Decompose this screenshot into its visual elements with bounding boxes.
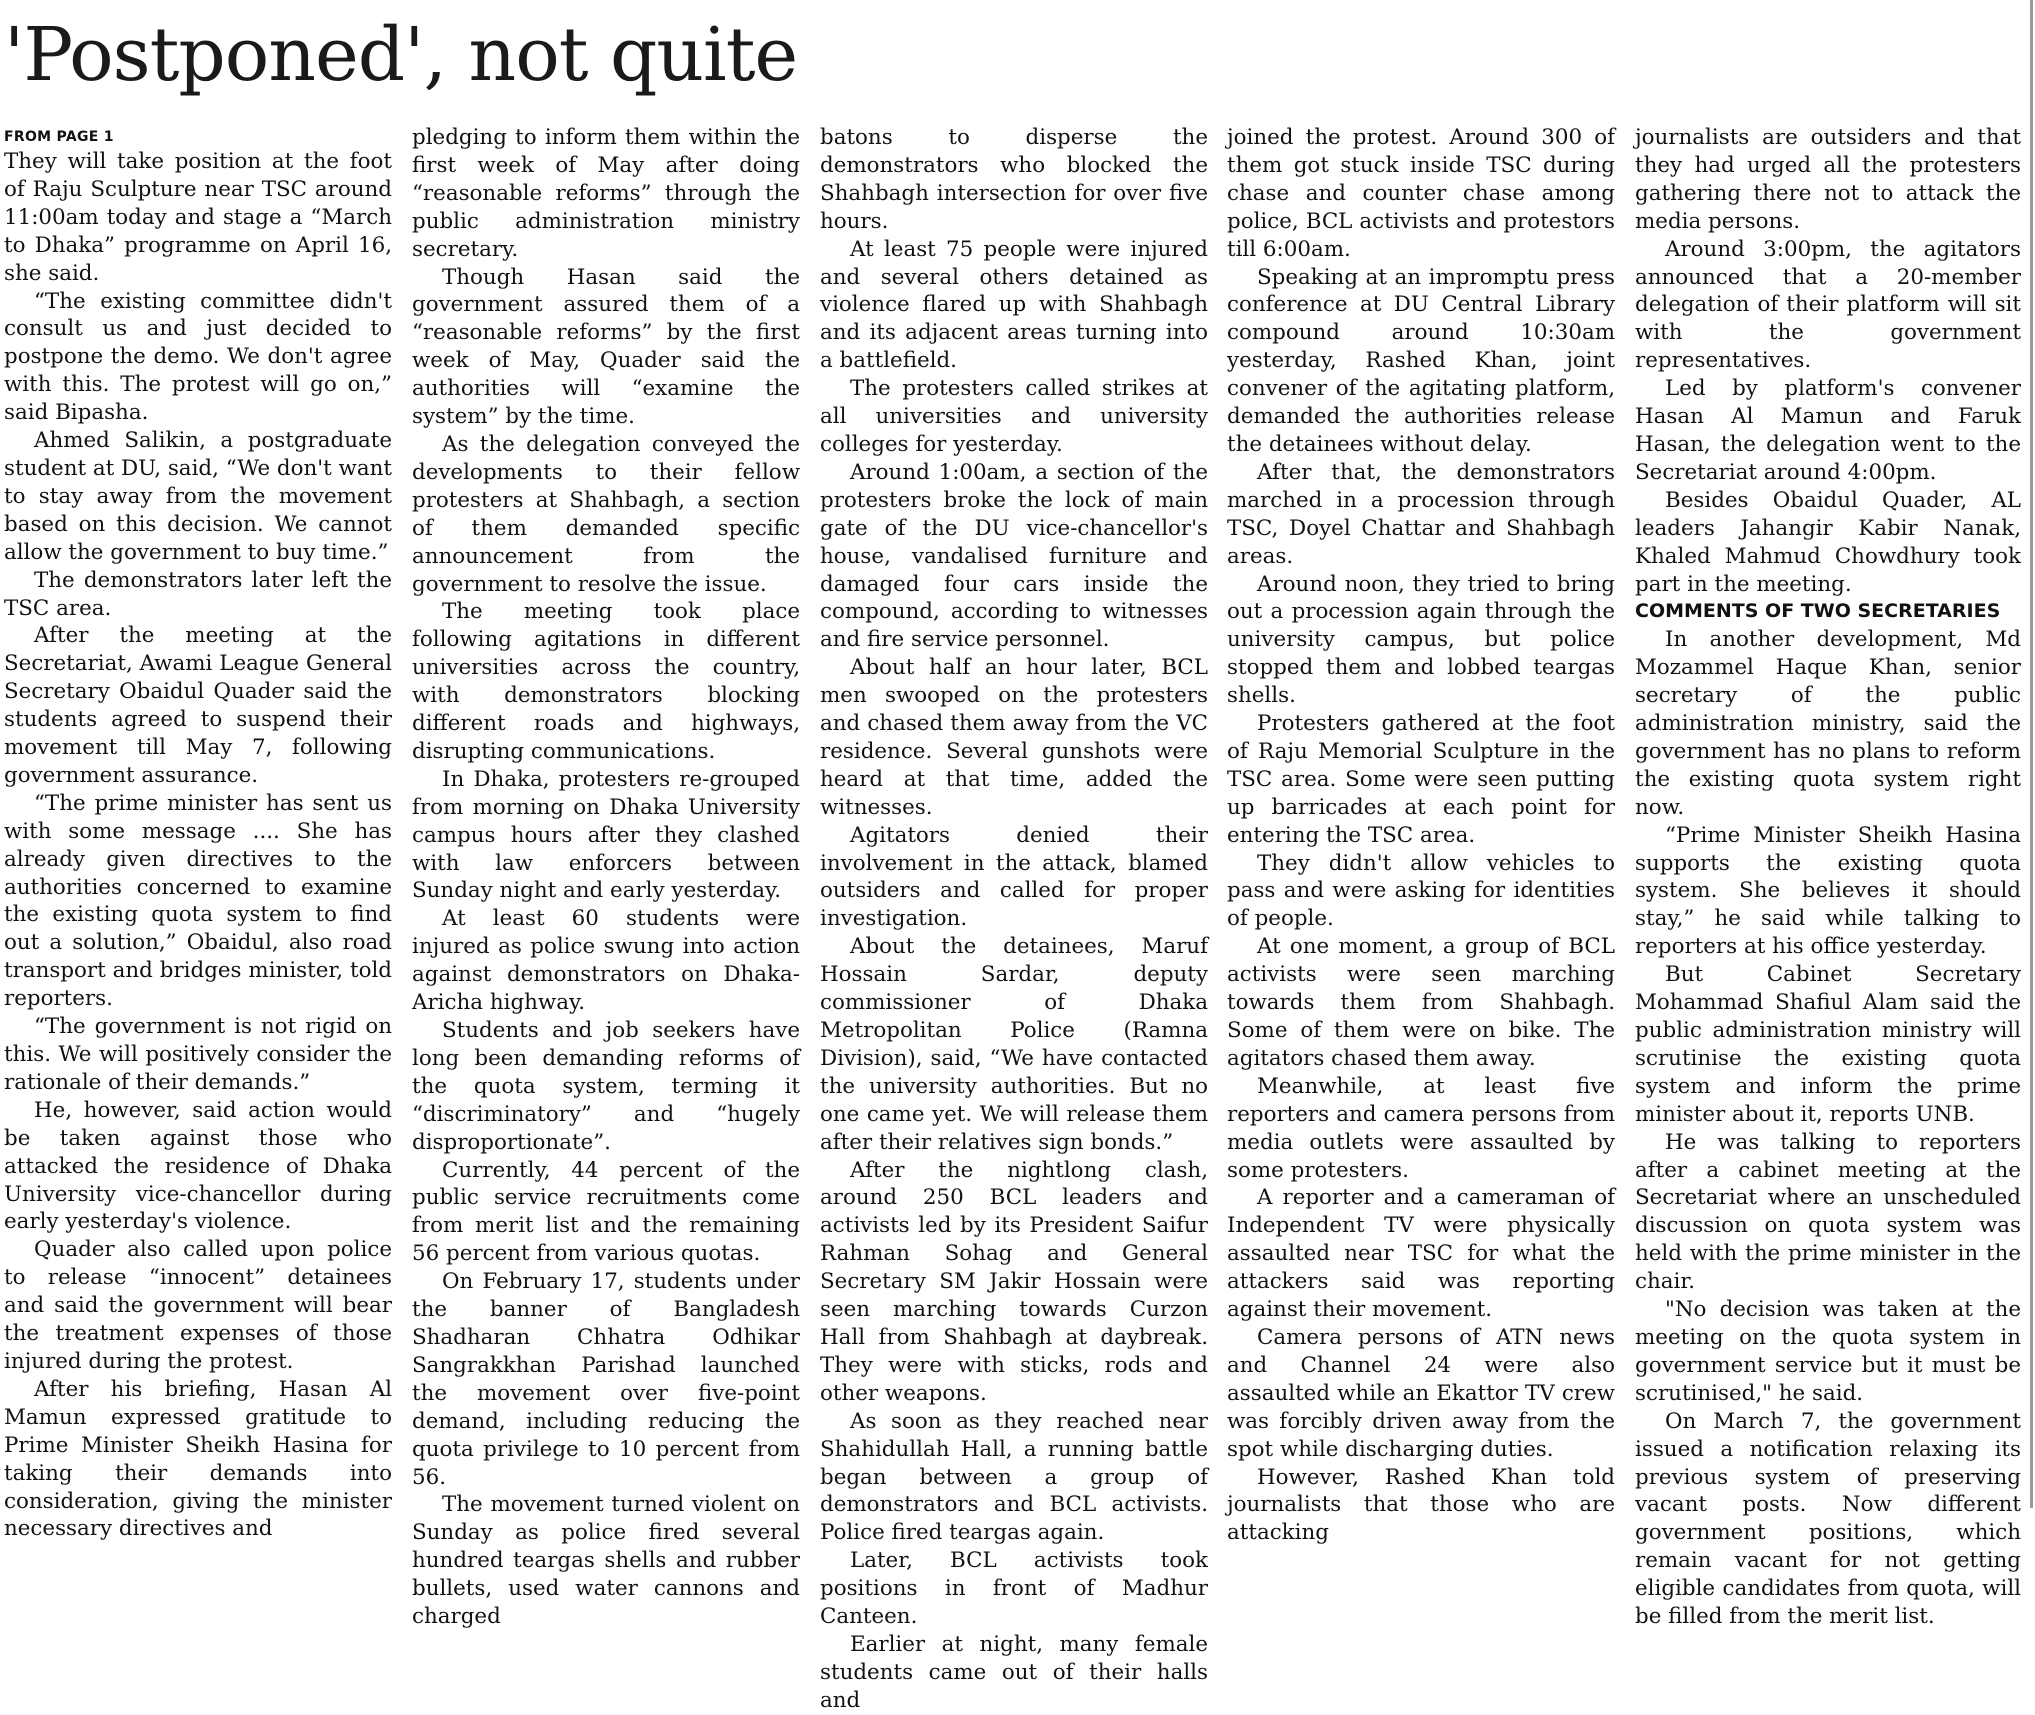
paragraph: After the nightlong clash, around 250 BCL leaders and activists led by its President Saifur Rahman Sohag and General Secretary SM Jakir Hossain were seen marching towards Curzon Hall from Shahbagh at daybreak. They were with sticks, rods and other weapons. [820,1157,1208,1406]
column-1 [4,126,392,1542]
paragraph: Protesters gathered at the foot of Raju Memorial Sculpture in the TSC area. Some were seen putting up barricades at each point for entering the TSC area. [1227,711,1615,848]
paragraph: “The existing committee didn't consult us and just decided to postpone the demo. We don't agree with this. The protest will go on,” said Bipasha. [4,288,392,426]
paragraph: “Prime Minister Sheikh Hasina supports the existing quota system. She believes it should stay,” he said while talking to reporters at his office yesterday. [1635,822,2021,960]
paragraph: Quader also called upon police to release “innocent” detainees and said the government will bear the treatment expenses of those injured during the protest. [4,1237,392,1374]
paragraph: He, however, said action would be taken against those who attacked the residence of Dhaka University vice-chancellor during early yesterday's violence. [4,1097,392,1235]
paragraph: After the meeting at the Secretariat, Awami League General Secretary Obaidul Quader said the students agreed to suspend their movement till May 7, following government assurance. [4,623,392,788]
paragraph: In another development, Md Mozammel Haque Khan, senior secretary of the public administration ministry, said the government has no plans to reform the existing quota system right now. [1635,627,2021,820]
paragraph: On March 7, the government issued a notification relaxing its previous system of preserving vacant posts. Now different government positions, which remain vacant for not getting eligible candidates from quota, will be filled from the merit list. [1635,1408,2021,1630]
paragraph: Around 1:00am, a section of the protesters broke the lock of main gate of the DU vice-chancellor's house, vandalised furniture and damaged four cars inside the compound, according to witnesses and fire service personnel. [820,459,1208,653]
column-5 [1635,124,2021,1630]
paragraph: About the detainees, Maruf Hossain Sardar, deputy commissioner of Dhaka Metropolitan Police (Ramna Division), said, “We have contacted the university authorities. But no one came yet. We will release them after their relatives sign bonds.” [820,934,1208,1155]
subhead: COMMENTS OF TWO SECRETARIES [1635,600,2001,623]
article-body [4,124,2021,1713]
paragraph: batons to disperse the demonstrators who blocked the Shahbagh intersection for over five hours. [820,125,1208,234]
paragraph: Around noon, they tried to bring out a procession again through the university campus, but police stopped them and lobbed teargas shells. [1227,571,1615,709]
paragraph: The protesters called strikes at all universities and university colleges for yesterday. [820,376,1208,457]
paragraph: At least 60 students were injured as police swung into action against demonstrators on Dhaka-Aricha highway. [412,906,800,1016]
paragraph: Later, BCL activists took positions in front of Madhur Canteen. [820,1548,1208,1630]
paragraph: pledging to inform them within the first week of May after doing “reasonable reforms” through the public administration ministry secretary. [412,125,800,262]
kicker: FROM PAGE 1 [4,129,114,145]
paragraph: Students and job seekers have long been demanding reforms of the quota system, terming it “discriminatory” and “hugely disproportionate”. [412,1018,800,1155]
paragraph: At one moment, a group of BCL activists were seen marching towards them from Shahbagh. Some of them were on bike. The agitators chased them away. [1227,934,1615,1071]
paragraph: They didn't allow vehicles to pass and were asking for identities of people. [1227,850,1615,932]
paragraph: The movement turned violent on Sunday as police fired several hundred teargas shells and rubber bullets, used water cannons and charged [412,1492,800,1630]
headline: 'Postponed', not quite [4,12,798,98]
paragraph: Agitators denied their involvement in the attack, blamed outsiders and called for proper investigation. [820,822,1208,932]
paragraph: “The government is not rigid on this. We will positively consider the rationale of their demands.” [4,1014,392,1095]
paragraph: In Dhaka, protesters re-grouped from morning on Dhaka University campus hours after they clashed with law enforcers between Sunday night and early yesterday. [412,766,800,904]
column-3 [820,124,1208,1713]
paragraph: A reporter and a cameraman of Independent TV were physically assaulted near TSC for what the attackers said was reporting against their movement. [1227,1185,1615,1323]
paragraph: The meeting took place following agitations in different universities across the country, with demonstrators blocking different roads and highways, disrupting communications. [412,599,800,764]
paragraph: However, Rashed Khan told journalists that those who are attacking [1227,1464,1615,1546]
paragraph: Speaking at an impromptu press conference at DU Central Library compound around 10:30am yesterday, Rashed Khan, joint convener of the agitating platform, demanded the authorities release the detainees without delay. [1227,264,1615,457]
paragraph: Camera persons of ATN news and Channel 24 were also assaulted while an Ekattor TV crew was forcibly driven away from the spot while discharging duties. [1227,1324,1615,1462]
paragraph: About half an hour later, BCL men swooped on the protesters and chased them away from the VC residence. Several gunshots were heard at that time, added the witnesses. [820,655,1208,820]
paragraph: As the delegation conveyed the developments to their fellow protesters at Shahbagh, a section of them demanded specific announcement from the government to resolve the issue. [412,431,800,597]
paragraph: Ahmed Salikin, a postgraduate student at DU, said, “We don't want to stay away from the movement based on this decision. We cannot allow the government to buy time.” [4,428,392,565]
paragraph: The demonstrators later left the TSC area. [4,567,392,621]
paragraph: At least 75 people were injured and several others detained as violence flared up with Shahbagh and its adjacent areas turning into a battlefield. [820,236,1208,374]
paragraph: Meanwhile, at least five reporters and camera persons from media outlets were assaulted by some protesters. [1227,1073,1615,1183]
paragraph: Currently, 44 percent of the public service recruitments come from merit list and the remaining 56 percent from various quotas. [412,1157,800,1267]
paragraph: Besides Obaidul Quader, AL leaders Jahangir Kabir Nanak, Khaled Mahmud Chowdhury took part in the meeting. [1635,487,2021,597]
paragraph: He was talking to reporters after a cabinet meeting at the Secretariat where an unscheduled discussion on quota system was held with the prime minister in the chair. [1635,1129,2021,1295]
paragraph: Earlier at night, many female students came out of their halls and [820,1631,1208,1713]
paragraph: “The prime minister has sent us with some message .... She has already given directives to the authorities concerned to examine the existing quota system to find out a solution,” Obaidul, also road transport and bridges minister, told reporters. [4,790,392,1012]
paragraph: As soon as they reached near Shahidullah Hall, a running battle began between a group of demonstrators and BCL activists. Police fired teargas again. [820,1408,1208,1546]
paragraph: "No decision was taken at the meeting on the quota system in government service but it must be scrutinised," he said. [1635,1297,2021,1406]
paragraph: joined the protest. Around 300 of them got stuck inside TSC during chase and counter chase among police, BCL activists and protestors till 6:00am. [1227,125,1615,262]
paragraph: Though Hasan said the government assured them of a “reasonable reforms” by the first week of May, Quader said the authorities will “examine the system” by the time. [412,264,800,430]
column-2 [412,124,800,1630]
paragraph: journalists are outsiders and that they had urged all the protesters gathering there not to attack the media persons. [1635,125,2021,234]
page-edge-rule [2030,0,2033,1508]
paragraph: After his briefing, Hasan Al Mamun expressed gratitude to Prime Minister Sheikh Hasina for taking their demands into consideration, giving the minister necessary directives and [4,1376,392,1542]
paragraph: Around 3:00pm, the agitators announced that a 20-member delegation of their platform will sit with the government representatives. [1635,236,2021,374]
paragraph: But Cabinet Secretary Mohammad Shafiul Alam said the public administration ministry will scrutinise the existing quota system and inform the prime minister about it, reports UNB. [1635,962,2021,1127]
paragraph: They will take position at the foot of Raju Sculpture near TSC around 11:00am today and stage a “March to Dhaka” programme on April 16, she said. [4,149,392,286]
paragraph: After that, the demonstrators marched in a procession through TSC, Doyel Chattar and Shahbagh areas. [1227,459,1615,569]
paragraph: Led by platform's convener Hasan Al Mamun and Faruk Hasan, the delegation went to the Secretariat around 4:00pm. [1635,376,2021,485]
column-4 [1227,124,1615,1546]
paragraph: On February 17, students under the banner of Bangladesh Shadharan Chhatra Odhikar Sangrakkhan Parishad launched the movement over five-point demand, including reducing the quota privilege to 10 percent from 56. [412,1269,800,1490]
